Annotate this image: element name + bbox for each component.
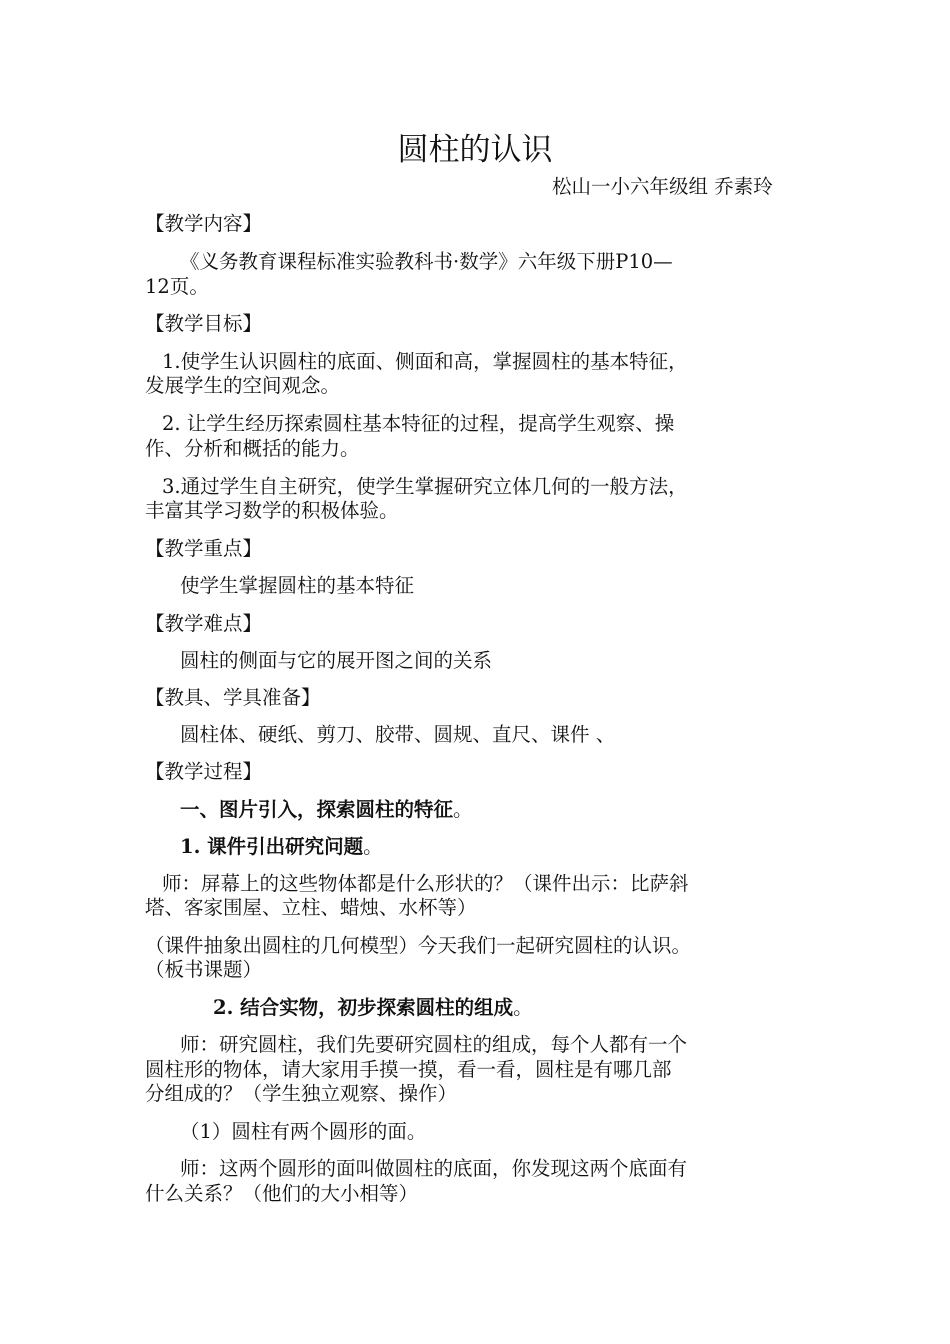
content-heading: 【教学内容】 [145, 212, 263, 235]
teacher3-line1: 师：这两个圆形的面叫做圆柱的底面，你发现这两个底面有 [180, 1157, 688, 1180]
teacher2-line3: 分组成的？（学生独立观察、操作） [145, 1082, 458, 1105]
teacher1-line1: 师：屏幕上的这些物体都是什么形状的？（课件出示：比萨斜 [162, 872, 689, 895]
tools-heading: 【教具、学具准备】 [145, 686, 321, 709]
tools-text: 圆柱体、硬纸、剪刀、胶带、圆规、直尺、课件 、 [180, 723, 616, 746]
document-title: 圆柱的认识 [397, 132, 553, 168]
part1-heading-tail: 。 [453, 798, 473, 821]
goal3-line1: 3.通过学生自主研究，使学生掌握研究立体几何的一般方法， [162, 475, 688, 498]
step1-heading [180, 835, 383, 859]
goal1-line1: 1.使学生认识圆柱的底面、侧面和高，掌握圆柱的基本特征， [162, 350, 688, 373]
content-text-line2: 12页。 [145, 275, 209, 298]
goal2-line2: 作、分析和概括的能力。 [145, 437, 360, 460]
part1-heading-bold: 一、图片引入，探索圆柱的特征 [180, 798, 454, 821]
goal3-line2: 丰富其学习数学的积极体验。 [145, 499, 399, 522]
courseware-line2: （板书课题） [145, 958, 263, 981]
step1-heading-tail: 。 [363, 835, 383, 858]
step2-heading-bold: 2. 结合实物，初步探索圆柱的组成 [213, 996, 514, 1019]
teacher3-line2: 什么关系？（他们的大小相等） [145, 1182, 419, 1205]
point1-text: （1）圆柱有两个圆形的面。 [180, 1120, 427, 1143]
courseware-line1: （课件抽象出圆柱的几何模型）今天我们一起研究圆柱的认识。 [145, 934, 692, 957]
difficulty-heading: 【教学难点】 [145, 612, 263, 635]
key-heading: 【教学重点】 [145, 537, 263, 560]
goal1-line2: 发展学生的空间观念。 [145, 374, 341, 397]
process-heading: 【教学过程】 [145, 760, 263, 783]
content-text-line1: 《义务教育课程标准实验教科书·数学》六年级下册P10— [180, 250, 673, 273]
part1-heading [180, 798, 473, 822]
difficulty-text: 圆柱的侧面与它的展开图之间的关系 [180, 649, 493, 672]
author-line: 松山一小六年级组 乔素玲 [552, 175, 773, 198]
step2-heading-tail: 。 [513, 996, 533, 1019]
teacher2-line2: 圆柱形的物体，请大家用手摸一摸，看一看，圆柱是有哪几部 [145, 1058, 672, 1081]
step2-heading [213, 996, 533, 1020]
teacher1-line2: 塔、客家围屋、立柱、蜡烛、水杯等） [145, 896, 477, 919]
goal2-line1: 2. 让学生经历探索圆柱基本特征的过程，提高学生观察、操 [162, 412, 675, 435]
key-text: 使学生掌握圆柱的基本特征 [180, 574, 415, 597]
step1-heading-bold: 1. 课件引出研究问题 [180, 835, 364, 858]
teacher2-line1: 师：研究圆柱，我们先要研究圆柱的组成，每个人都有一个 [180, 1033, 688, 1056]
goals-heading: 【教学目标】 [145, 312, 263, 335]
